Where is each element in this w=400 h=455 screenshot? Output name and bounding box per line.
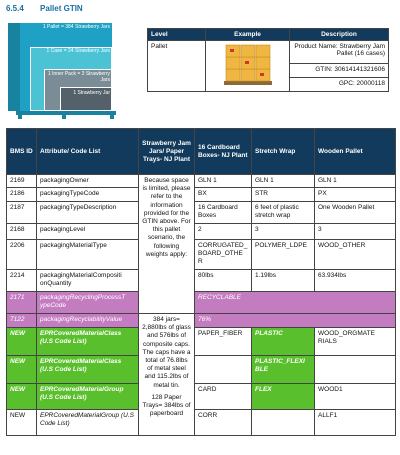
row-wrap: 1.19lbs: [252, 270, 315, 292]
row-id: 2168: [7, 224, 37, 240]
row-boxes: 80lbs: [195, 270, 252, 292]
attribute-table: [6, 128, 396, 436]
header-wooden-pallet: Wooden Pallet: [315, 129, 396, 175]
row-wrap: [252, 410, 315, 436]
row-wrap: POLYMER_LDPE: [252, 240, 315, 270]
row-pallet: 63.934lbs: [315, 270, 396, 292]
level-value: Pallet: [148, 41, 206, 92]
row-recyclability-value: 76%: [195, 314, 396, 328]
note-weights: Because space is limited, please refer to the information provided for the GTIN above. For this pallet scenario, the following weights apply:: [142, 177, 191, 258]
row-id: 2206: [7, 240, 37, 270]
pallet-hierarchy-diagram: [6, 17, 130, 119]
row-pallet: WOOD_OTHER: [315, 240, 396, 270]
row-attribute: packagingTypeCode: [37, 188, 139, 202]
jam-jars-note: [139, 175, 195, 314]
row-id: 7122: [7, 314, 37, 328]
pallet-leg: [110, 115, 114, 119]
row-attribute: EPRCoveredMaterialClass (U.S Code List): [37, 356, 139, 384]
inner-pack-label: 1 Inner Pack = 3 Strawberry Jars: [47, 71, 110, 83]
row-recycling-value: RECYCLABLE: [195, 292, 396, 314]
row-id: 2169: [7, 175, 37, 188]
header-bms-id: BMS ID: [7, 129, 37, 175]
header-jam-jars: Strawberry Jam Jars/ Paper Trays- NJ Plant: [139, 129, 195, 175]
row-attribute: packagingLevel: [37, 224, 139, 240]
header-example: Example: [206, 29, 290, 41]
row-wrap: 3: [252, 224, 315, 240]
row-id: NEW: [7, 384, 37, 410]
header-stretch-wrap: Stretch Wrap: [252, 129, 315, 175]
row-attribute: packagingMaterialCompositi onQuantity: [37, 270, 139, 292]
row-pallet: [315, 356, 396, 384]
row-wrap: PLASTIC_FLEXI BLE: [252, 356, 315, 384]
row-attribute: EPRCoveredMaterialClass (U.S Code List): [37, 328, 139, 356]
row-pallet: WOOD_ORGMATE RIALS: [315, 328, 396, 356]
row-id: 2186: [7, 188, 37, 202]
row-id: 2171: [7, 292, 37, 314]
row-boxes: CARD: [195, 384, 252, 410]
row-id: NEW: [7, 410, 37, 436]
row-pallet: One Wooden Pallet: [315, 202, 396, 224]
header-level: Level: [148, 29, 206, 41]
row-pallet: ALLF1: [315, 410, 396, 436]
example-image: [206, 41, 290, 92]
jam-jars-note-2: [139, 314, 195, 436]
row-boxes: CORR: [195, 410, 252, 436]
jar-label: 1 Strawberry Jar: [73, 90, 110, 96]
header-description: Description: [290, 29, 389, 41]
row-wrap: PLASTIC: [252, 328, 315, 356]
note-jars: 384 jars= 2,880lbs of glass and 576lbs of composite caps. The caps have a total of 76.8lbs of metal steel and 115.2lbs of metal tin.: [142, 316, 191, 389]
row-id: 2214: [7, 270, 37, 292]
section-number: 6.5.4: [6, 4, 24, 13]
row-attribute: EPRCoveredMaterialGroup (U.S Code List): [37, 410, 139, 436]
description-name: Product Name: Strawberry Jam Pallet (16 cases): [290, 41, 389, 64]
pallet-leg: [18, 115, 22, 119]
row-boxes: GLN 1: [195, 175, 252, 188]
row-boxes: BX: [195, 188, 252, 202]
pallet-label: 1 Pallet = 384 Strawberry Jars: [42, 24, 110, 30]
row-pallet: GLN 1: [315, 175, 396, 188]
case-label: 1 Case = 24 Strawberry Jars: [46, 48, 110, 54]
note-trays: 128 Paper Trays= 384lbs of paperboard: [142, 393, 191, 418]
header-cardboard-boxes: 16 Cardboard Boxes- NJ Plant: [195, 129, 252, 175]
pallet-base: [16, 111, 116, 115]
row-wrap: STR: [252, 188, 315, 202]
row-wrap: GLN 1: [252, 175, 315, 188]
description-gpc: GPC: 20000118: [290, 78, 389, 92]
row-boxes: 2: [195, 224, 252, 240]
row-boxes: PAPER_FIBER: [195, 328, 252, 356]
description-gtin: GTIN: 30614141321606: [290, 64, 389, 78]
row-attribute: packagingRecyclabilityValue: [37, 314, 139, 328]
row-id: NEW: [7, 328, 37, 356]
row-attribute: EPRCoveredMaterialGroup (U.S Code List): [37, 384, 139, 410]
pallet-of-boxes-icon: [222, 43, 274, 87]
pallet-leg: [62, 115, 66, 119]
header-attribute: Attribute/ Code List: [37, 129, 139, 175]
row-attribute: packagingMaterialType: [37, 240, 139, 270]
row-wrap: 6 feet of plastic stretch wrap: [252, 202, 315, 224]
row-attribute: packagingTypeDescription: [37, 202, 139, 224]
row-boxes: 16 Cardboard Boxes: [195, 202, 252, 224]
row-boxes: [195, 356, 252, 384]
pallet-side: [8, 23, 20, 111]
row-id: 2187: [7, 202, 37, 224]
row-wrap: FLEX: [252, 384, 315, 410]
row-pallet: PX: [315, 188, 396, 202]
section-title: Pallet GTIN: [40, 4, 83, 13]
level-table: [147, 28, 389, 92]
row-boxes: CORRUGATED_ BOARD_OTHE R: [195, 240, 252, 270]
row-attribute: packagingRecyclingProcessT ypeCode: [37, 292, 139, 314]
section-heading: [6, 4, 83, 13]
row-attribute: packagingOwner: [37, 175, 139, 188]
row-pallet: 3: [315, 224, 396, 240]
row-pallet: WOOD1: [315, 384, 396, 410]
row-id: NEW: [7, 356, 37, 384]
